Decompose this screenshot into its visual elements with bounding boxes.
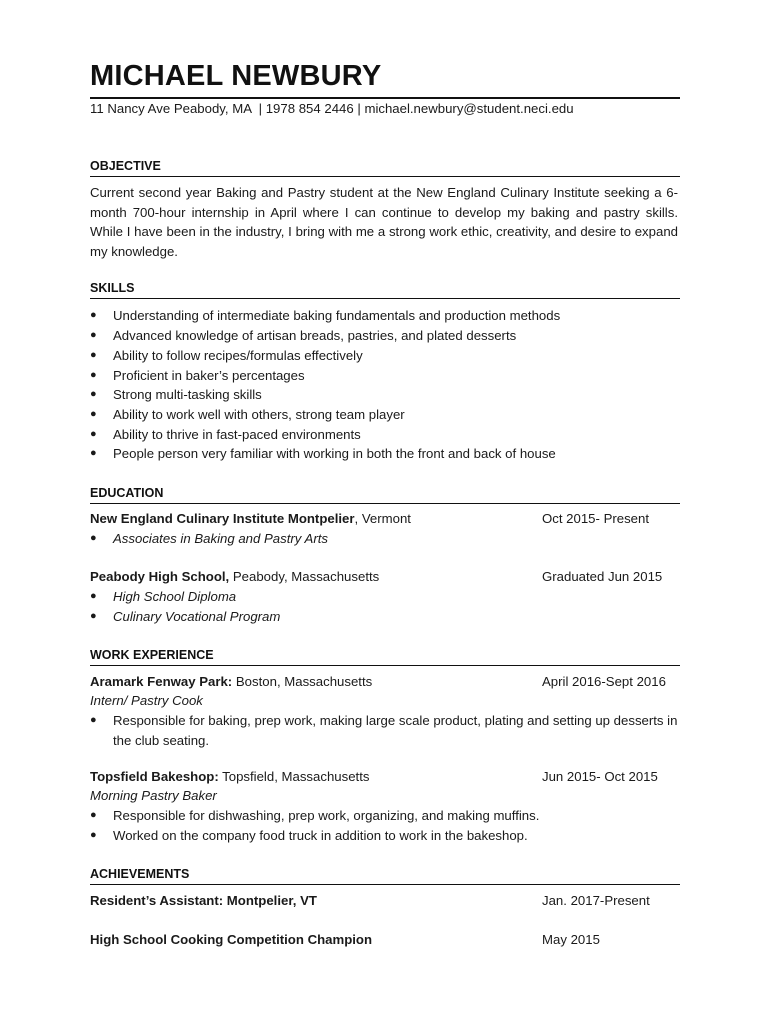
skill-text: People person very familiar with working in both the front and back of house [113, 446, 556, 461]
skill-item [90, 326, 680, 346]
achievements-divider [90, 884, 680, 885]
job-duty [90, 806, 680, 826]
work-date: April 2016-Sept 2016 [542, 674, 666, 689]
bullet-icon: ● [90, 532, 97, 544]
work-divider [90, 665, 680, 666]
bullet-icon: ● [90, 447, 97, 459]
skill-item [90, 306, 680, 326]
education-heading: EDUCATION [90, 486, 164, 500]
school-location: , Vermont [354, 511, 411, 526]
work-date: Jun 2015- Oct 2015 [542, 769, 658, 784]
job-role: Morning Pastry Baker [90, 788, 217, 803]
education-date: Graduated Jun 2015 [542, 569, 663, 584]
bullet-icon: ● [90, 329, 97, 341]
bullet-icon: ● [90, 590, 97, 602]
objective-divider [90, 176, 680, 177]
education-detail-text: Associates in Baking and Pastry Arts [113, 531, 329, 546]
employer-location: Boston, Massachusetts [232, 674, 373, 689]
skill-item [90, 366, 680, 386]
objective-text: Current second year Baking and Pastry student at the New England Culinary Institute seeking a 6-month 700-hour internship in April where I can continue to develop my baking and pastry skills. While I have been in the industry, I bring with me a strong work ethic, creativity, and desire to expand my knowledge. [90, 185, 678, 259]
bullet-icon: ● [90, 829, 97, 841]
bullet-icon: ● [90, 369, 97, 381]
school-name: New England Culinary Institute Montpelier [90, 511, 355, 526]
skill-text: Understanding of intermediate baking fundamentals and production methods [113, 308, 561, 323]
skill-text: Ability to work well with others, strong team player [113, 407, 405, 422]
employer-location: Topsfield, Massachusetts [218, 769, 370, 784]
resume-name: MICHAEL NEWBURY [90, 60, 382, 92]
bullet-icon: ● [90, 408, 97, 420]
education-detail [90, 529, 680, 549]
achievement-date: Jan. 2017-Present [542, 893, 650, 908]
skill-item [90, 346, 680, 366]
skills-divider [90, 298, 680, 299]
bullet-icon: ● [90, 714, 97, 726]
skill-text: Proficient in baker’s percentages [113, 368, 305, 383]
objective-heading: OBJECTIVE [90, 159, 161, 173]
achievement-date: May 2015 [542, 932, 600, 947]
skill-item [90, 425, 680, 445]
achievement-label: Resident’s Assistant: Montpelier, VT [90, 893, 317, 908]
job-role: Intern/ Pastry Cook [90, 693, 203, 708]
bullet-icon: ● [90, 309, 97, 321]
education-entry-heading [90, 510, 411, 528]
work-entry-heading [90, 673, 372, 691]
skill-item [90, 444, 680, 464]
job-duty [90, 711, 680, 750]
bullet-icon: ● [90, 349, 97, 361]
job-duty-text: Worked on the company food truck in addition to work in the bakeshop. [113, 828, 528, 843]
header-divider [90, 97, 680, 99]
skill-text: Ability to follow recipes/formulas effectively [113, 348, 363, 363]
skill-item [90, 385, 680, 405]
education-detail [90, 607, 680, 627]
bullet-icon: ● [90, 428, 97, 440]
skill-text: Ability to thrive in fast-paced environments [113, 427, 361, 442]
employer-name: Topsfield Bakeshop: [90, 769, 219, 784]
school-name: Peabody High School, [90, 569, 230, 584]
job-duty-text: Responsible for dishwashing, prep work, organizing, and making muffins. [113, 808, 540, 823]
skills-heading: SKILLS [90, 281, 135, 295]
bullet-icon: ● [90, 388, 97, 400]
achievements-heading: ACHIEVEMENTS [90, 867, 190, 881]
skill-text: Advanced knowledge of artisan breads, pastries, and plated desserts [113, 328, 517, 343]
work-entry-heading [90, 768, 369, 786]
bullet-icon: ● [90, 610, 97, 622]
education-detail [90, 587, 680, 607]
bullet-icon: ● [90, 809, 97, 821]
employer-name: Aramark Fenway Park: [90, 674, 233, 689]
school-location: Peabody, Massachusetts [229, 569, 380, 584]
achievement-label: High School Cooking Competition Champion [90, 932, 373, 947]
work-heading: WORK EXPERIENCE [90, 648, 214, 662]
skill-item [90, 405, 680, 425]
education-divider [90, 503, 680, 504]
education-detail-text: Culinary Vocational Program [113, 609, 281, 624]
education-date: Oct 2015- Present [542, 511, 650, 526]
job-duty-text: Responsible for baking, prep work, making large scale product, plating and setting up desserts in the club seating. [113, 713, 678, 748]
skill-text: Strong multi-tasking skills [113, 387, 262, 402]
education-entry-heading [90, 568, 379, 586]
contact-line: 11 Nancy Ave Peabody, MA | 1978 854 2446 | michael.newbury@student.neci.edu [90, 101, 574, 116]
job-duty [90, 826, 680, 846]
education-detail-text: High School Diploma [113, 589, 237, 604]
